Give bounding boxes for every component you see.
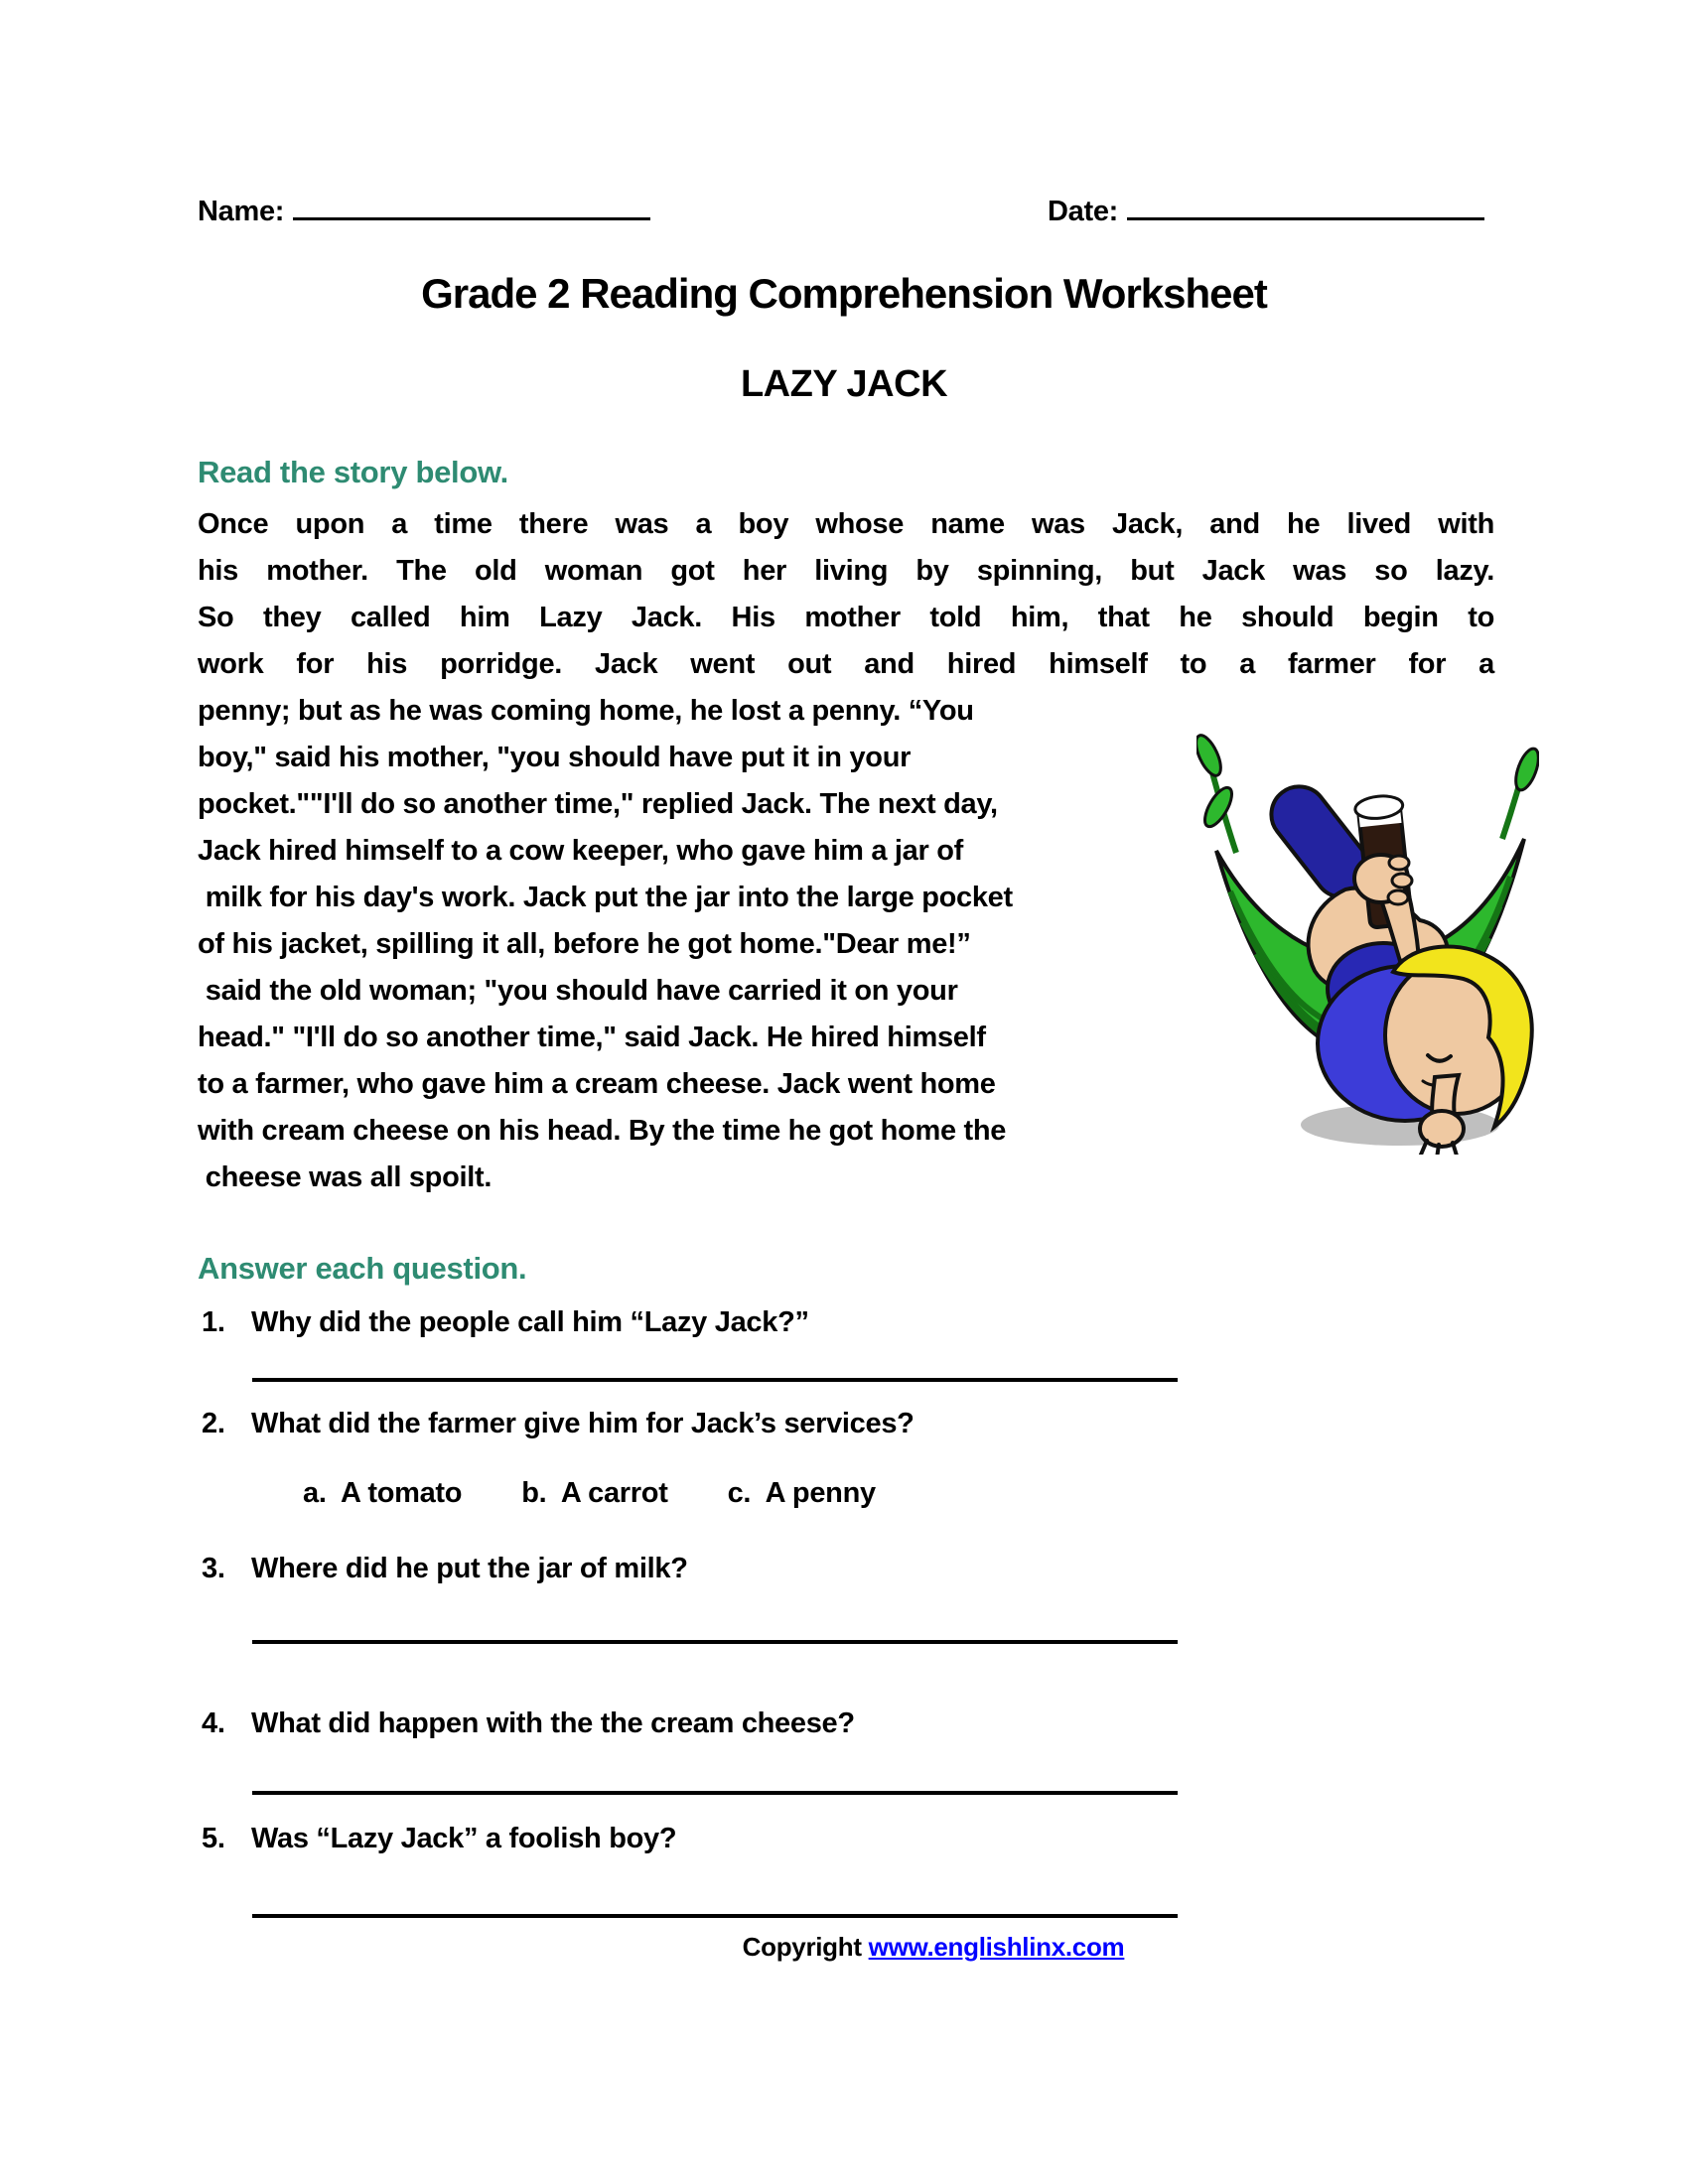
story-line: boy," said his mother, "you should have put it in your — [198, 742, 912, 773]
date-field — [1048, 191, 1484, 228]
question-number: 3. — [202, 1553, 225, 1584]
name-blank-line — [293, 191, 650, 220]
story-line: So they called him Lazy Jack. His mother told him, that he should begin to — [198, 602, 1494, 633]
question-item — [198, 1404, 1494, 1443]
question-text: Why did the people call him “Lazy Jack?” — [251, 1306, 809, 1338]
header — [0, 191, 1688, 228]
hammock-illustration — [1196, 728, 1539, 1155]
date-label: Date: — [1047, 196, 1118, 227]
question-text: Was “Lazy Jack” a foolish boy? — [251, 1823, 677, 1854]
question-item — [198, 1302, 1494, 1342]
questions-list — [198, 1302, 1494, 1918]
story-line: of his jacket, spilling it all, before he got home."Dear me!” — [198, 928, 971, 960]
story-line: to a farmer, who gave him a cream cheese. Jack went home — [198, 1068, 996, 1100]
answer-option: a. A tomato — [303, 1477, 463, 1509]
question-text: Where did he put the jar of milk? — [251, 1553, 688, 1584]
leaf-right — [1511, 746, 1539, 793]
name-field — [198, 191, 650, 228]
name-label: Name: — [198, 196, 285, 227]
story-line: Once upon a time there was a boy whose name was Jack, and he lived with — [198, 508, 1494, 540]
story-line: Jack hired himself to a cow keeper, who gave him a jar of — [198, 835, 964, 867]
question-item — [198, 1549, 1494, 1588]
story-instructions: Read the story below. — [198, 455, 508, 489]
question-number: 4. — [202, 1707, 225, 1739]
date-blank-line — [1127, 191, 1484, 220]
page-title: Grade 2 Reading Comprehension Worksheet — [421, 270, 1267, 317]
questions-instructions: Answer each question. — [198, 1251, 527, 1286]
copyright-label: Copyright — [742, 1932, 869, 1962]
answer-blank-line — [252, 1914, 1178, 1918]
story-title: LAZY JACK — [740, 363, 948, 405]
answer-option: c. A penny — [727, 1477, 876, 1509]
footer — [198, 1932, 1494, 1963]
story-line: work for his porridge. Jack went out and hired himself to a farmer for a — [198, 648, 1494, 680]
answer-blank-line — [252, 1378, 1178, 1382]
story-line: head." "I'll do so another time," said Jack. He hired himself — [198, 1022, 986, 1053]
question-text: What did the farmer give him for Jack’s services? — [251, 1408, 914, 1439]
answer-options — [303, 1473, 1494, 1513]
story-line: said the old woman; "you should have carried it on your — [198, 975, 958, 1007]
question-number: 5. — [202, 1823, 225, 1854]
story-line: with cream cheese on his head. By the time he got home the — [198, 1115, 1007, 1147]
question-number: 2. — [202, 1408, 225, 1439]
answer-blank-line — [252, 1791, 1178, 1795]
answer-blank-line — [252, 1640, 1178, 1644]
copyright-link[interactable]: www.englishlinx.com — [868, 1932, 1125, 1962]
story-line: his mother. The old woman got her living by spinning, but Jack was so lazy. — [198, 555, 1494, 587]
question-item — [198, 1704, 1494, 1743]
questions-section — [198, 1249, 1494, 1963]
question-item — [198, 1819, 1494, 1858]
story-line: milk for his day's work. Jack put the jar into the large pocket — [198, 882, 1013, 913]
story-line: pocket.""I'll do so another time," replied Jack. The next day, — [198, 788, 998, 820]
story-line: cheese was all spoilt. — [198, 1161, 492, 1193]
answer-option: b. A carrot — [521, 1477, 668, 1509]
story-line: penny; but as he was coming home, he lost a penny. “You — [198, 695, 974, 727]
question-text: What did happen with the the cream cheese? — [251, 1707, 855, 1739]
question-number: 1. — [202, 1306, 225, 1338]
